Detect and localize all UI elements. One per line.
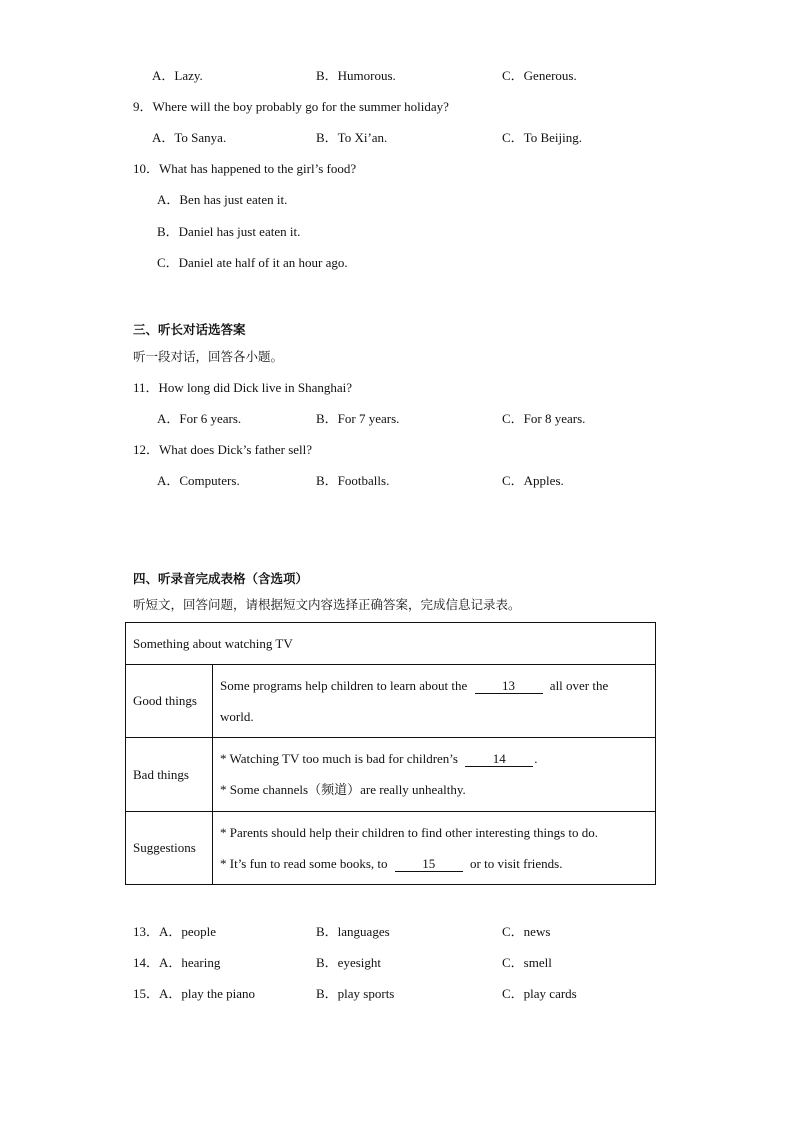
table-row-good — [126, 665, 656, 738]
suggestions-content — [213, 812, 656, 885]
suggestions-text-2-end: or to visit friends. — [470, 855, 563, 871]
section-3-title: 三、听长对话选答案 — [133, 322, 246, 337]
q15-option-c: C．play cards — [502, 986, 577, 1001]
good-things-label-text: Good things — [133, 693, 197, 708]
suggestions-text-2: * It’s fun to read some books, to — [220, 855, 388, 871]
good-things-label — [126, 665, 213, 738]
table-header-cell — [126, 623, 656, 665]
q9-option-b: B．To Xi’an. — [316, 130, 388, 145]
section-3-instruction: 听一段对话，回答各小题。 — [133, 349, 284, 364]
q12-option-b: B．Footballs. — [316, 473, 390, 488]
q14-option-a: 14．A．hearing — [133, 955, 221, 970]
bad-things-label — [126, 738, 213, 812]
q15-option-a: 15．A．play the piano — [133, 986, 256, 1001]
good-things-text-2: all over the — [549, 677, 609, 693]
q8-option-a: A．Lazy. — [152, 68, 203, 83]
q13-option-b: B．languages — [316, 924, 390, 939]
q12-stem: 12．What does Dick’s father sell? — [133, 442, 313, 457]
section-4-instruction: 听短文，回答问题，请根据短文内容选择正确答案，完成信息记录表。 — [133, 597, 521, 612]
q15-option-b: B．play sports — [316, 986, 395, 1001]
q14-option-b: B．eyesight — [316, 955, 381, 970]
q11-option-a: A．For 6 years. — [157, 411, 242, 426]
q13-option-c: C．news — [502, 924, 551, 939]
q12-option-a: A．Computers. — [157, 473, 240, 488]
bad-things-label-text: Bad things — [133, 766, 189, 782]
table-header-text: Something about watching TV — [133, 635, 293, 651]
good-things-content — [213, 665, 656, 738]
q10-option-c: C．Daniel ate half of it an hour ago. — [157, 255, 348, 270]
q14-option-c: C．smell — [502, 955, 552, 970]
q10-option-b: B．Daniel has just eaten it. — [157, 224, 301, 239]
q13-option-a: 13．A．people — [133, 924, 217, 939]
blank-15: 15 — [395, 857, 463, 872]
q12-option-c: C．Apples. — [502, 473, 564, 488]
blank-14: 14 — [465, 752, 533, 767]
q9-option-c: C．To Beijing. — [502, 130, 582, 145]
table-row-bad — [126, 738, 656, 812]
q10-option-a: A．Ben has just eaten it. — [157, 192, 288, 207]
q8-option-b: B．Humorous. — [316, 68, 396, 83]
info-record-table — [125, 622, 656, 885]
q9-option-a: A．To Sanya. — [152, 130, 227, 145]
q10-stem: 10．What has happened to the girl’s food? — [133, 161, 357, 176]
suggestions-label — [126, 812, 213, 885]
suggestions-label-text: Suggestions — [133, 840, 196, 855]
good-things-text-3: world. — [220, 708, 254, 724]
good-things-text-1: Some programs help children to learn about the — [220, 677, 468, 693]
bad-things-text-1-end: . — [534, 751, 538, 766]
table-header-row — [126, 623, 656, 665]
q11-option-c: C．For 8 years. — [502, 411, 586, 426]
q11-option-b: B．For 7 years. — [316, 411, 400, 426]
bad-things-text-2: * Some channels（频道）are really unhealthy. — [220, 782, 466, 797]
suggestions-text-1: * Parents should help their children to find other interesting things to do. — [220, 824, 599, 840]
blank-13: 13 — [475, 679, 543, 694]
q9-stem: 9．Where will the boy probably go for the summer holiday? — [133, 99, 449, 114]
bad-things-text-1: * Watching TV too much is bad for children’s — [220, 751, 458, 766]
q11-stem: 11．How long did Dick live in Shanghai? — [133, 380, 353, 395]
bad-things-content — [213, 738, 656, 812]
section-4-title: 四、听录音完成表格（含选项） — [133, 571, 309, 586]
table-row-suggestions — [126, 812, 656, 885]
q8-option-c: C．Generous. — [502, 68, 577, 83]
